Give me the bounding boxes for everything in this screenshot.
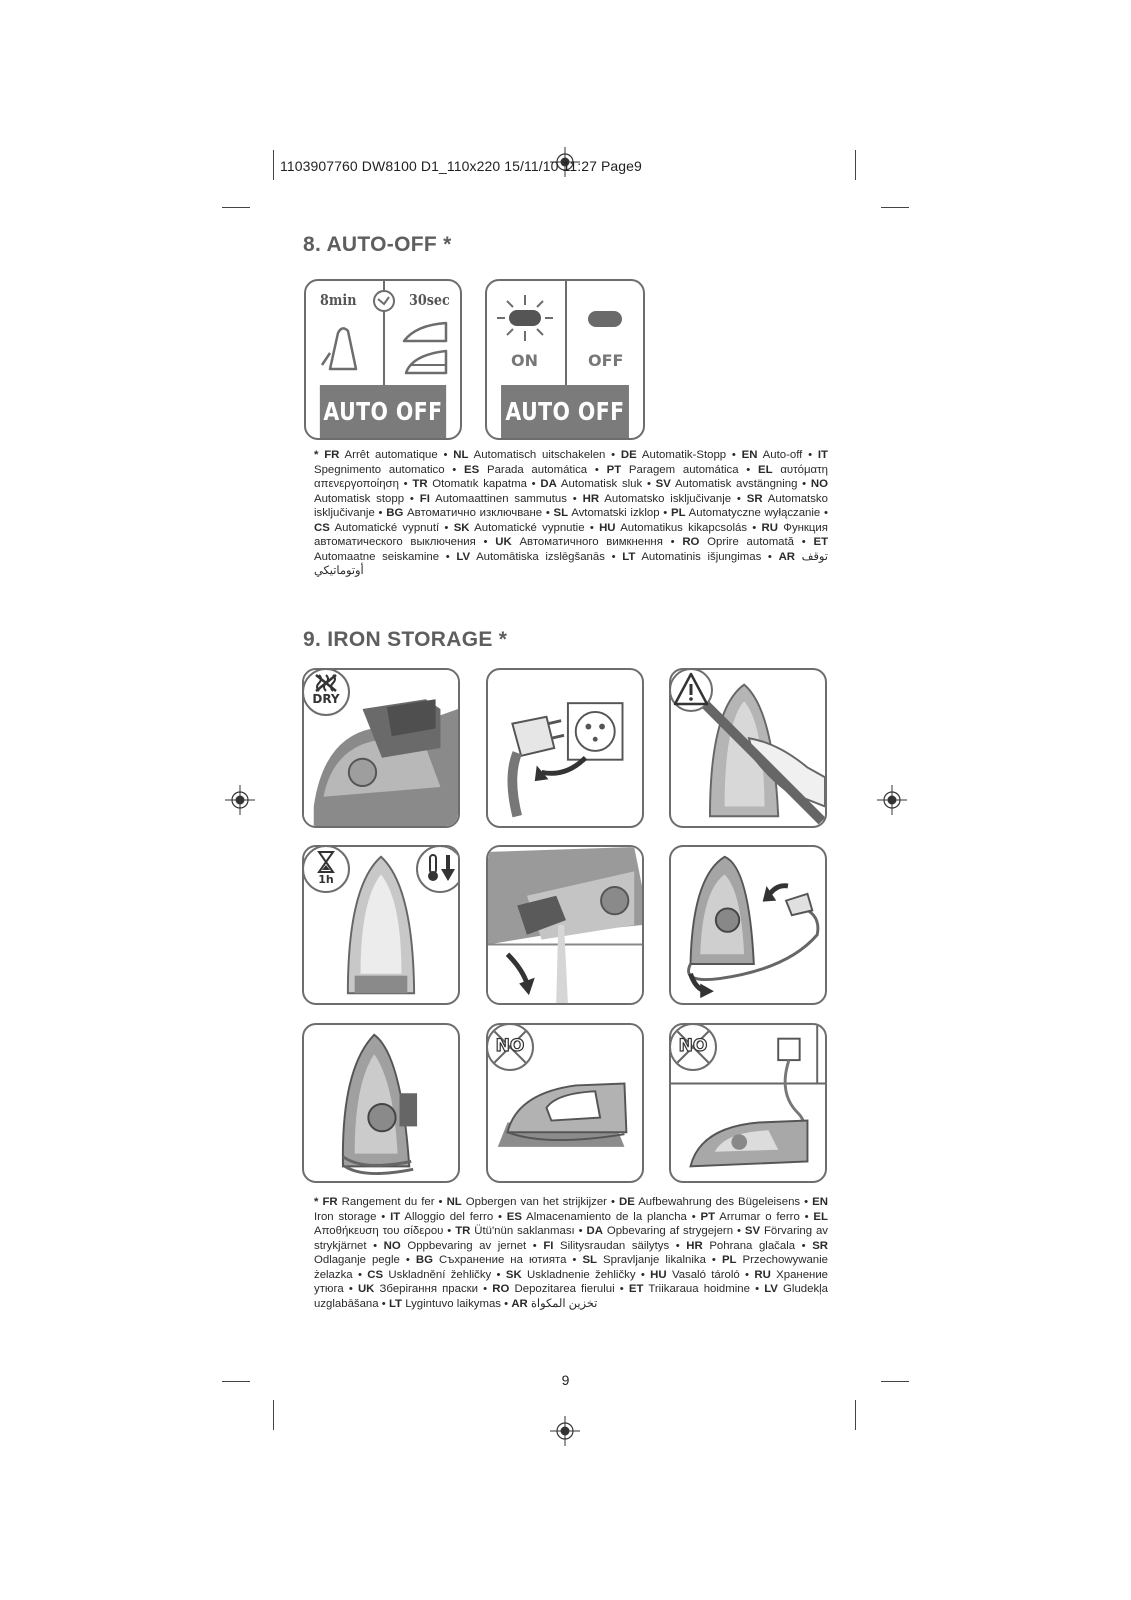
bullet-separator: • xyxy=(444,463,465,476)
bullet-separator: • xyxy=(366,1239,384,1252)
translation-text: Automatisch uitschakelen xyxy=(473,449,606,461)
translation-text: Avtomatski izklop xyxy=(571,507,660,519)
language-code: IT xyxy=(817,449,829,461)
crop-mark xyxy=(273,1400,274,1430)
language-code: SL xyxy=(553,507,569,519)
page-number: 9 xyxy=(561,1372,570,1388)
bullet-separator: • xyxy=(820,507,828,519)
translation-text: Aufbewahrung des Bügeleisens xyxy=(638,1196,801,1208)
translation-text: تخزين المكواة xyxy=(530,1297,598,1310)
language-code: AR xyxy=(778,550,796,563)
registration-mark-icon xyxy=(550,1416,580,1446)
section-title-auto-off: 8. AUTO-OFF * xyxy=(303,233,452,256)
storage-step-wrap-cord xyxy=(669,845,827,1005)
language-code: SK xyxy=(505,1268,522,1281)
translation-text: Uskladnění žehličky xyxy=(388,1268,492,1281)
translation-text: Automatické vypnutie xyxy=(474,521,585,534)
bullet-separator: • xyxy=(604,550,623,563)
bullet-separator: • xyxy=(669,1239,687,1252)
language-code: AR xyxy=(511,1297,528,1310)
translation-text: Vasaló tároló xyxy=(671,1268,740,1281)
translation-text: Automātiska izslēgšanās xyxy=(476,550,605,563)
crop-mark xyxy=(855,1400,856,1430)
clock-icon xyxy=(372,289,396,313)
storage-step-no-flat xyxy=(486,1023,644,1183)
bullet-separator: • xyxy=(352,1268,368,1281)
language-code: SK xyxy=(453,521,470,534)
language-code: LT xyxy=(622,550,636,563)
translation-text: Opbevaring af strygejern xyxy=(606,1225,734,1237)
bullet-separator: • xyxy=(374,507,387,519)
bullet-separator: • xyxy=(378,1297,389,1310)
translation-text: Lygintuvo laikymas xyxy=(405,1297,501,1310)
storage-step-empty-tank xyxy=(302,668,460,828)
no-sign-icon xyxy=(486,1023,534,1071)
language-code: PL xyxy=(670,507,686,519)
translation-text: Ütü'nün saklanması xyxy=(474,1225,575,1237)
language-code: TR xyxy=(412,478,428,490)
indicator-light-off-icon xyxy=(587,310,623,328)
hour-label: 1h xyxy=(318,873,334,886)
translation-text: Automatické vypnutí xyxy=(334,521,440,534)
language-code: NO xyxy=(810,478,828,490)
iron-storage-translations xyxy=(314,1195,828,1311)
off-label: OFF xyxy=(588,351,624,370)
translation-text: Depozitarea fierului xyxy=(514,1283,615,1295)
bullet-separator: • xyxy=(542,507,554,519)
iron-flat-icon xyxy=(398,317,454,377)
language-code: RO xyxy=(682,536,700,548)
bullet-separator: • xyxy=(799,1210,814,1223)
hourglass-icon xyxy=(317,851,335,873)
bullet-separator: • xyxy=(642,478,656,490)
translation-text: Rangement du fer xyxy=(341,1196,435,1208)
language-code: ET xyxy=(813,536,829,548)
auto-off-label: AUTO OFF xyxy=(320,385,446,438)
language-code: SL xyxy=(582,1254,598,1266)
translation-text: Хранение утюга xyxy=(314,1268,829,1295)
storage-step-unplug xyxy=(486,668,644,828)
translation-text: Automatinis išjungimas xyxy=(641,550,762,563)
bullet-separator: • xyxy=(526,478,541,490)
translation-text: Iron storage xyxy=(314,1210,377,1223)
translation-text: Automaattinen sammutus xyxy=(435,492,567,505)
bullet-separator: • xyxy=(794,536,814,548)
registration-mark-icon xyxy=(877,785,907,815)
bullet-separator: • xyxy=(635,1268,651,1281)
language-code: HR xyxy=(686,1239,703,1252)
language-code: DA xyxy=(586,1225,603,1237)
storage-step-cool-down xyxy=(302,845,460,1005)
language-code: IT xyxy=(390,1210,401,1223)
translation-text: Automatisk avstängning xyxy=(674,478,798,490)
bullet-separator: • xyxy=(749,1283,765,1295)
translation-text: Зберігання праски xyxy=(379,1283,479,1295)
language-code: * FR xyxy=(314,1196,338,1208)
translation-text: Uskladnenie žehličky xyxy=(527,1268,636,1281)
translation-text: Förvaring av strykjärnet xyxy=(314,1225,829,1252)
language-code: CS xyxy=(367,1268,384,1281)
bullet-separator: • xyxy=(434,1196,447,1208)
translation-text: Arrumar o ferro xyxy=(719,1210,800,1223)
bullet-separator: • xyxy=(437,449,454,461)
translation-text: Spravljanje likalnika xyxy=(603,1254,706,1266)
bullet-separator: • xyxy=(491,1268,506,1281)
translation-text: Automatisk sluk xyxy=(560,478,643,490)
translation-text: Αποθήκευση του σίδερου xyxy=(314,1225,444,1237)
bullet-separator: • xyxy=(726,449,742,461)
language-code: EN xyxy=(741,449,758,461)
bullet-separator: • xyxy=(606,1196,619,1208)
language-code: PT xyxy=(700,1210,716,1223)
language-code: SR xyxy=(746,492,763,505)
bullet-separator: • xyxy=(566,492,583,505)
thermometer-icon xyxy=(424,852,456,884)
bullet-separator: • xyxy=(439,521,454,534)
translation-text: Alloggio del ferro xyxy=(404,1210,494,1223)
bullet-separator: • xyxy=(404,492,420,505)
language-code: HR xyxy=(582,492,600,505)
crop-mark xyxy=(881,207,909,208)
on-label: ON xyxy=(511,351,538,370)
bullet-separator: • xyxy=(605,449,621,461)
language-code: EL xyxy=(813,1210,828,1223)
bullet-separator: • xyxy=(614,1283,629,1295)
indicator-light-icon xyxy=(495,293,555,343)
translation-text: Oprire automată xyxy=(707,536,795,548)
translation-text: Auto-off xyxy=(762,449,803,461)
translation-text: Pohrana glačala xyxy=(709,1239,796,1252)
translation-text: Automaatne seiskamine xyxy=(314,550,440,563)
translation-text: Автоматичного вимкнення xyxy=(519,536,663,548)
warning-icon xyxy=(669,668,713,712)
bullet-separator: • xyxy=(733,1225,745,1237)
language-code: BG xyxy=(415,1254,433,1266)
translation-text: Oppbevaring av jernet xyxy=(407,1239,527,1252)
language-code: ES xyxy=(506,1210,522,1223)
language-code: * FR xyxy=(314,449,340,461)
bullet-separator: • xyxy=(662,536,683,548)
translation-text: Автоматично изключване xyxy=(407,507,543,519)
translation-text: Arrêt automatique xyxy=(344,449,438,461)
translation-text: Otomatık kapatma xyxy=(432,478,527,490)
language-code: PT xyxy=(606,463,622,476)
bullet-separator: • xyxy=(705,1254,722,1266)
language-code: NO xyxy=(383,1239,401,1252)
translation-text: توقف أوتوماتيكي xyxy=(314,550,828,577)
language-code: UK xyxy=(495,536,512,548)
storage-step-store-upright xyxy=(302,1023,460,1183)
bullet-separator: • xyxy=(475,536,496,548)
translation-text: Функция автоматического выключения xyxy=(314,521,828,548)
bullet-separator: • xyxy=(739,1268,755,1281)
crop-mark xyxy=(855,150,856,180)
storage-step-empty-water xyxy=(486,845,644,1005)
bullet-separator: • xyxy=(731,492,747,505)
no-steam-icon xyxy=(315,673,337,693)
translation-text: Automatsko isključivanje xyxy=(604,492,732,505)
bullet-separator: • xyxy=(802,449,818,461)
registration-mark-icon xyxy=(225,785,255,815)
language-code: TR xyxy=(455,1225,471,1237)
translation-text: Silitysraudan säilytys xyxy=(560,1239,670,1252)
translation-text: Automatik-Stopp xyxy=(641,449,727,461)
bullet-separator: • xyxy=(797,478,811,490)
language-code: DE xyxy=(618,1196,635,1208)
language-code: HU xyxy=(650,1268,667,1281)
translation-text: Almacenamiento de la plancha xyxy=(526,1210,687,1223)
temperature-badge xyxy=(416,845,460,893)
bullet-separator: • xyxy=(659,507,671,519)
language-code: LT xyxy=(388,1297,403,1310)
panel-divider xyxy=(565,281,567,385)
bullet-separator: • xyxy=(478,1283,493,1295)
translation-text: Parada automática xyxy=(486,463,588,476)
language-code: LV xyxy=(764,1283,778,1295)
language-code: LV xyxy=(456,550,471,563)
storage-step-no-plugged xyxy=(669,1023,827,1183)
language-code: SV xyxy=(655,478,671,490)
language-code: ET xyxy=(628,1283,644,1295)
bullet-separator: • xyxy=(738,463,759,476)
bullet-separator: • xyxy=(761,550,779,563)
time-right-label: 30sec xyxy=(409,291,450,309)
language-code: RO xyxy=(492,1283,510,1295)
bullet-separator: • xyxy=(526,1239,544,1252)
language-code: PL xyxy=(721,1254,737,1266)
crop-mark xyxy=(273,150,274,180)
no-sign-icon xyxy=(669,1023,717,1071)
language-code: NL xyxy=(453,449,469,461)
no-label: NO xyxy=(678,1036,708,1056)
bullet-separator: • xyxy=(795,1239,813,1252)
dry-badge xyxy=(302,668,350,716)
language-code: HU xyxy=(599,521,616,534)
auto-off-timer-panel xyxy=(304,279,462,440)
language-code: RU xyxy=(754,1268,771,1281)
auto-off-label: AUTO OFF xyxy=(501,385,629,438)
hourglass-badge xyxy=(302,845,350,893)
no-label: NO xyxy=(495,1036,525,1056)
bullet-separator: • xyxy=(493,1210,507,1223)
language-code: ES xyxy=(464,463,480,476)
language-code: SR xyxy=(812,1239,829,1252)
bullet-separator: • xyxy=(443,1225,456,1237)
bullet-separator: • xyxy=(376,1210,391,1223)
crop-mark xyxy=(222,207,250,208)
translation-text: Odlaganje pegle xyxy=(314,1254,400,1266)
storage-step-hot-warning xyxy=(669,668,827,828)
section-title-iron-storage: 9. IRON STORAGE * xyxy=(303,628,508,651)
bullet-separator: • xyxy=(800,1196,813,1208)
translation-text: αυτόματη απενεργοποίηση xyxy=(314,463,828,490)
language-code: BG xyxy=(386,507,404,519)
translation-text: Przechowywanie żelazka xyxy=(314,1254,828,1281)
language-code: RU xyxy=(761,521,778,534)
translation-text: Automatisk stopp xyxy=(314,492,405,505)
language-code: DE xyxy=(620,449,637,461)
language-code: FI xyxy=(543,1239,554,1252)
language-code: UK xyxy=(357,1283,375,1295)
language-code: CS xyxy=(314,521,330,534)
bullet-separator: • xyxy=(501,1297,512,1310)
auto-off-translations xyxy=(314,448,828,579)
bullet-separator: • xyxy=(584,521,600,534)
language-code: EN xyxy=(812,1196,828,1208)
time-left-label: 8min xyxy=(320,291,357,309)
language-code: SV xyxy=(744,1225,761,1237)
language-code: FI xyxy=(419,492,430,505)
bullet-separator: • xyxy=(398,478,413,490)
bullet-separator: • xyxy=(399,1254,416,1266)
iron-upright-icon xyxy=(320,323,368,375)
bullet-separator: • xyxy=(686,1210,701,1223)
language-code: NL xyxy=(446,1196,462,1208)
translation-text: Съхранение на ютията xyxy=(438,1254,567,1266)
translation-text: Automatsko isključivanje xyxy=(314,492,828,519)
language-code: EL xyxy=(758,463,773,476)
translation-text: Triikaraua hoidmine xyxy=(648,1283,750,1295)
auto-off-indicator-panel xyxy=(485,279,645,440)
translation-text: Paragem automática xyxy=(628,463,739,476)
bullet-separator: • xyxy=(343,1283,358,1295)
bullet-separator: • xyxy=(574,1225,587,1237)
bullet-separator: • xyxy=(439,550,457,563)
translation-text: Gludekļa uzglabāšana xyxy=(314,1283,829,1310)
translation-text: Spegnimento automatico xyxy=(314,463,445,476)
translation-text: Automatyczne wyłączanie xyxy=(688,507,821,519)
translation-text: Opbergen van het strijkijzer xyxy=(465,1196,607,1208)
translation-text: Automatikus kikapcsolás xyxy=(620,521,748,534)
language-code: DA xyxy=(540,478,557,490)
bullet-separator: • xyxy=(747,521,762,534)
bullet-separator: • xyxy=(566,1254,583,1266)
dry-label: DRY xyxy=(312,692,340,706)
bullet-separator: • xyxy=(587,463,607,476)
print-slug: 1103907760 DW8100 D1_110x220 15/11/10 11:27 Page9 xyxy=(280,158,642,174)
